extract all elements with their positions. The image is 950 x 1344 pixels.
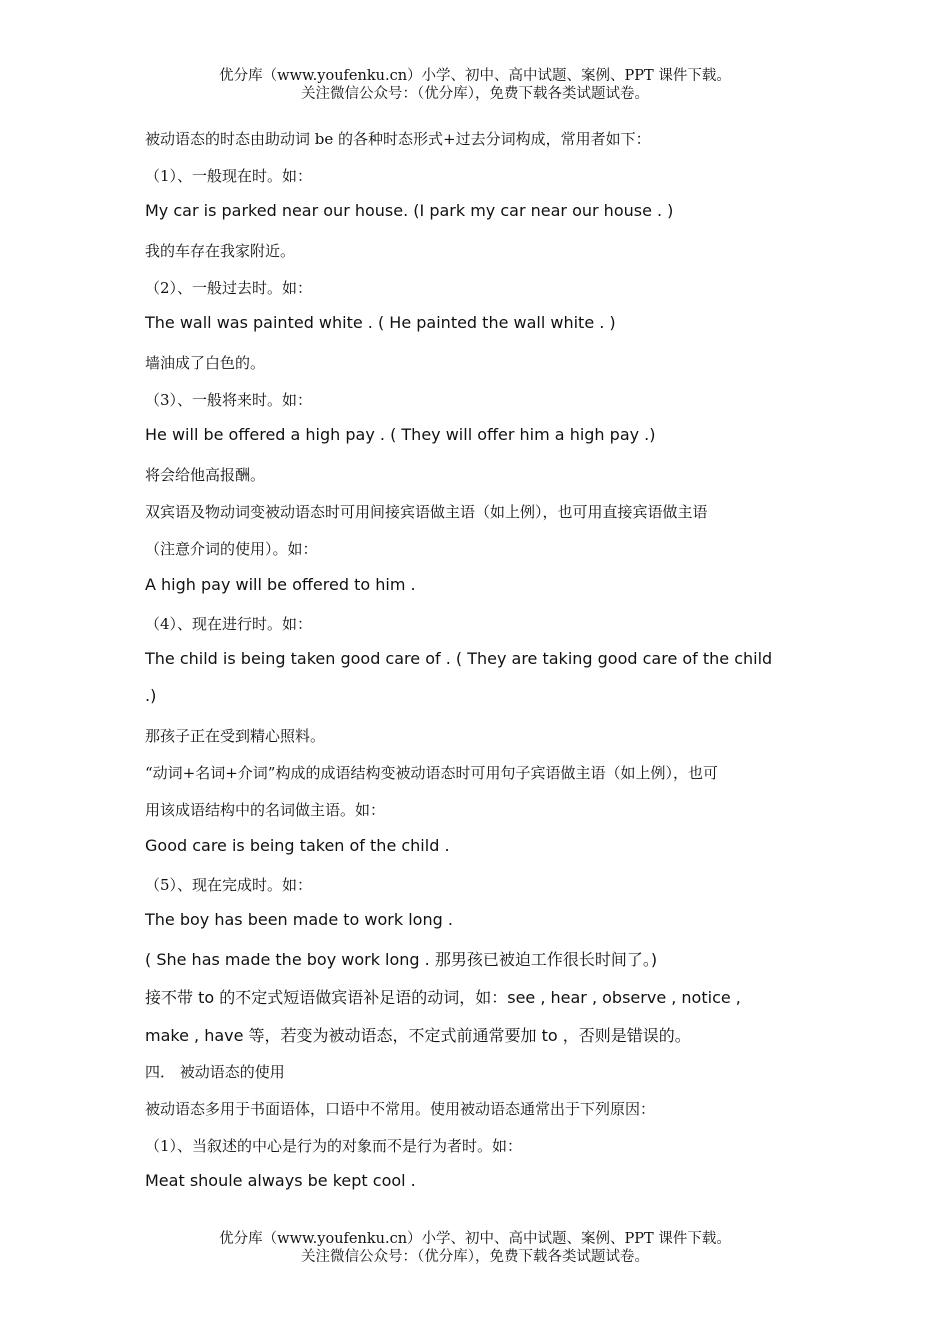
example-sentence: He will be offered a high pay . ( They will offer him a high pay .): [145, 425, 656, 444]
footer-line-1: 优分库（www.youfenku.cn）小学、初中、高中试题、案例、PPT 课件下载。: [219, 1231, 731, 1247]
example-sentence-continuation: .): [145, 686, 157, 705]
example-sentence: The child is being taken good care of . ( They are taking good care of the child: [145, 649, 773, 668]
section-label-5: （5）、现在完成时。如：: [145, 876, 313, 894]
section-label-1: （1）、一般现在时。如：: [145, 167, 313, 185]
paragraph-line: 双宾语及物动词变被动语态时可用间接宾语做主语（如上例），也可用直接宾语做主语: [145, 503, 708, 521]
translation-line: 那孩子正在受到精心照料。: [145, 727, 326, 745]
translation-line: 我的车存在我家附近。: [145, 242, 296, 260]
header-line-2: 关注微信公众号：（优分库），免费下载各类试题试卷。: [301, 86, 649, 102]
section-label-1: （1）、当叙述的中心是行为的对象而不是行为者时。如：: [145, 1137, 523, 1155]
translation-line: 墙油成了白色的。: [145, 354, 266, 372]
paragraph-line: “动词+名词+介词”构成的成语结构变被动语态时可用句子宾语做主语（如上例），也可: [145, 764, 718, 782]
section-label-2: （2）、一般过去时。如：: [145, 279, 313, 297]
page-header: [0, 67, 950, 103]
paragraph-line: 接不带 to 的不定式短语做宾语补足语的动词，如：see , hear , observe , notice ,: [145, 988, 741, 1007]
page-footer: [0, 1230, 950, 1266]
footer-line-2: 关注微信公众号：（优分库），免费下载各类试题试卷。: [301, 1249, 649, 1265]
paragraph-line: make , have 等，若变为被动语态，不定式前通常要加 to ，否则是错误的。: [145, 1026, 691, 1045]
paragraph-line: 用该成语结构中的名词做主语。如：: [145, 801, 386, 819]
example-sentence: Good care is being taken of the child .: [145, 836, 450, 855]
example-sentence: The boy has been made to work long .: [145, 910, 453, 929]
section-label-3: （3）、一般将来时。如：: [145, 391, 313, 409]
translation-line: 将会给他高报酬。: [145, 466, 266, 484]
example-sentence: ( She has made the boy work long . 那男孩已被迫工作很长时间了。): [145, 950, 658, 969]
paragraph-line: （注意介词的使用）。如：: [145, 540, 318, 558]
example-sentence: My car is parked near our house. (I park my car near our house . ): [145, 201, 674, 220]
header-line-1: 优分库（www.youfenku.cn）小学、初中、高中试题、案例、PPT 课件下载。: [219, 68, 731, 84]
example-sentence: A high pay will be offered to him .: [145, 575, 416, 594]
example-sentence: Meat shoule always be kept cool .: [145, 1171, 416, 1190]
section-heading: 四． 被动语态的使用: [145, 1063, 285, 1081]
paragraph-line: 被动语态的时态由助动词 be 的各种时态形式+过去分词构成，常用者如下：: [145, 130, 651, 148]
example-sentence: The wall was painted white . ( He painted the wall white . ): [145, 313, 616, 332]
paragraph-line: 被动语态多用于书面语体，口语中不常用。使用被动语态通常出于下列原因：: [145, 1100, 656, 1118]
section-label-4: （4）、现在进行时。如：: [145, 615, 313, 633]
